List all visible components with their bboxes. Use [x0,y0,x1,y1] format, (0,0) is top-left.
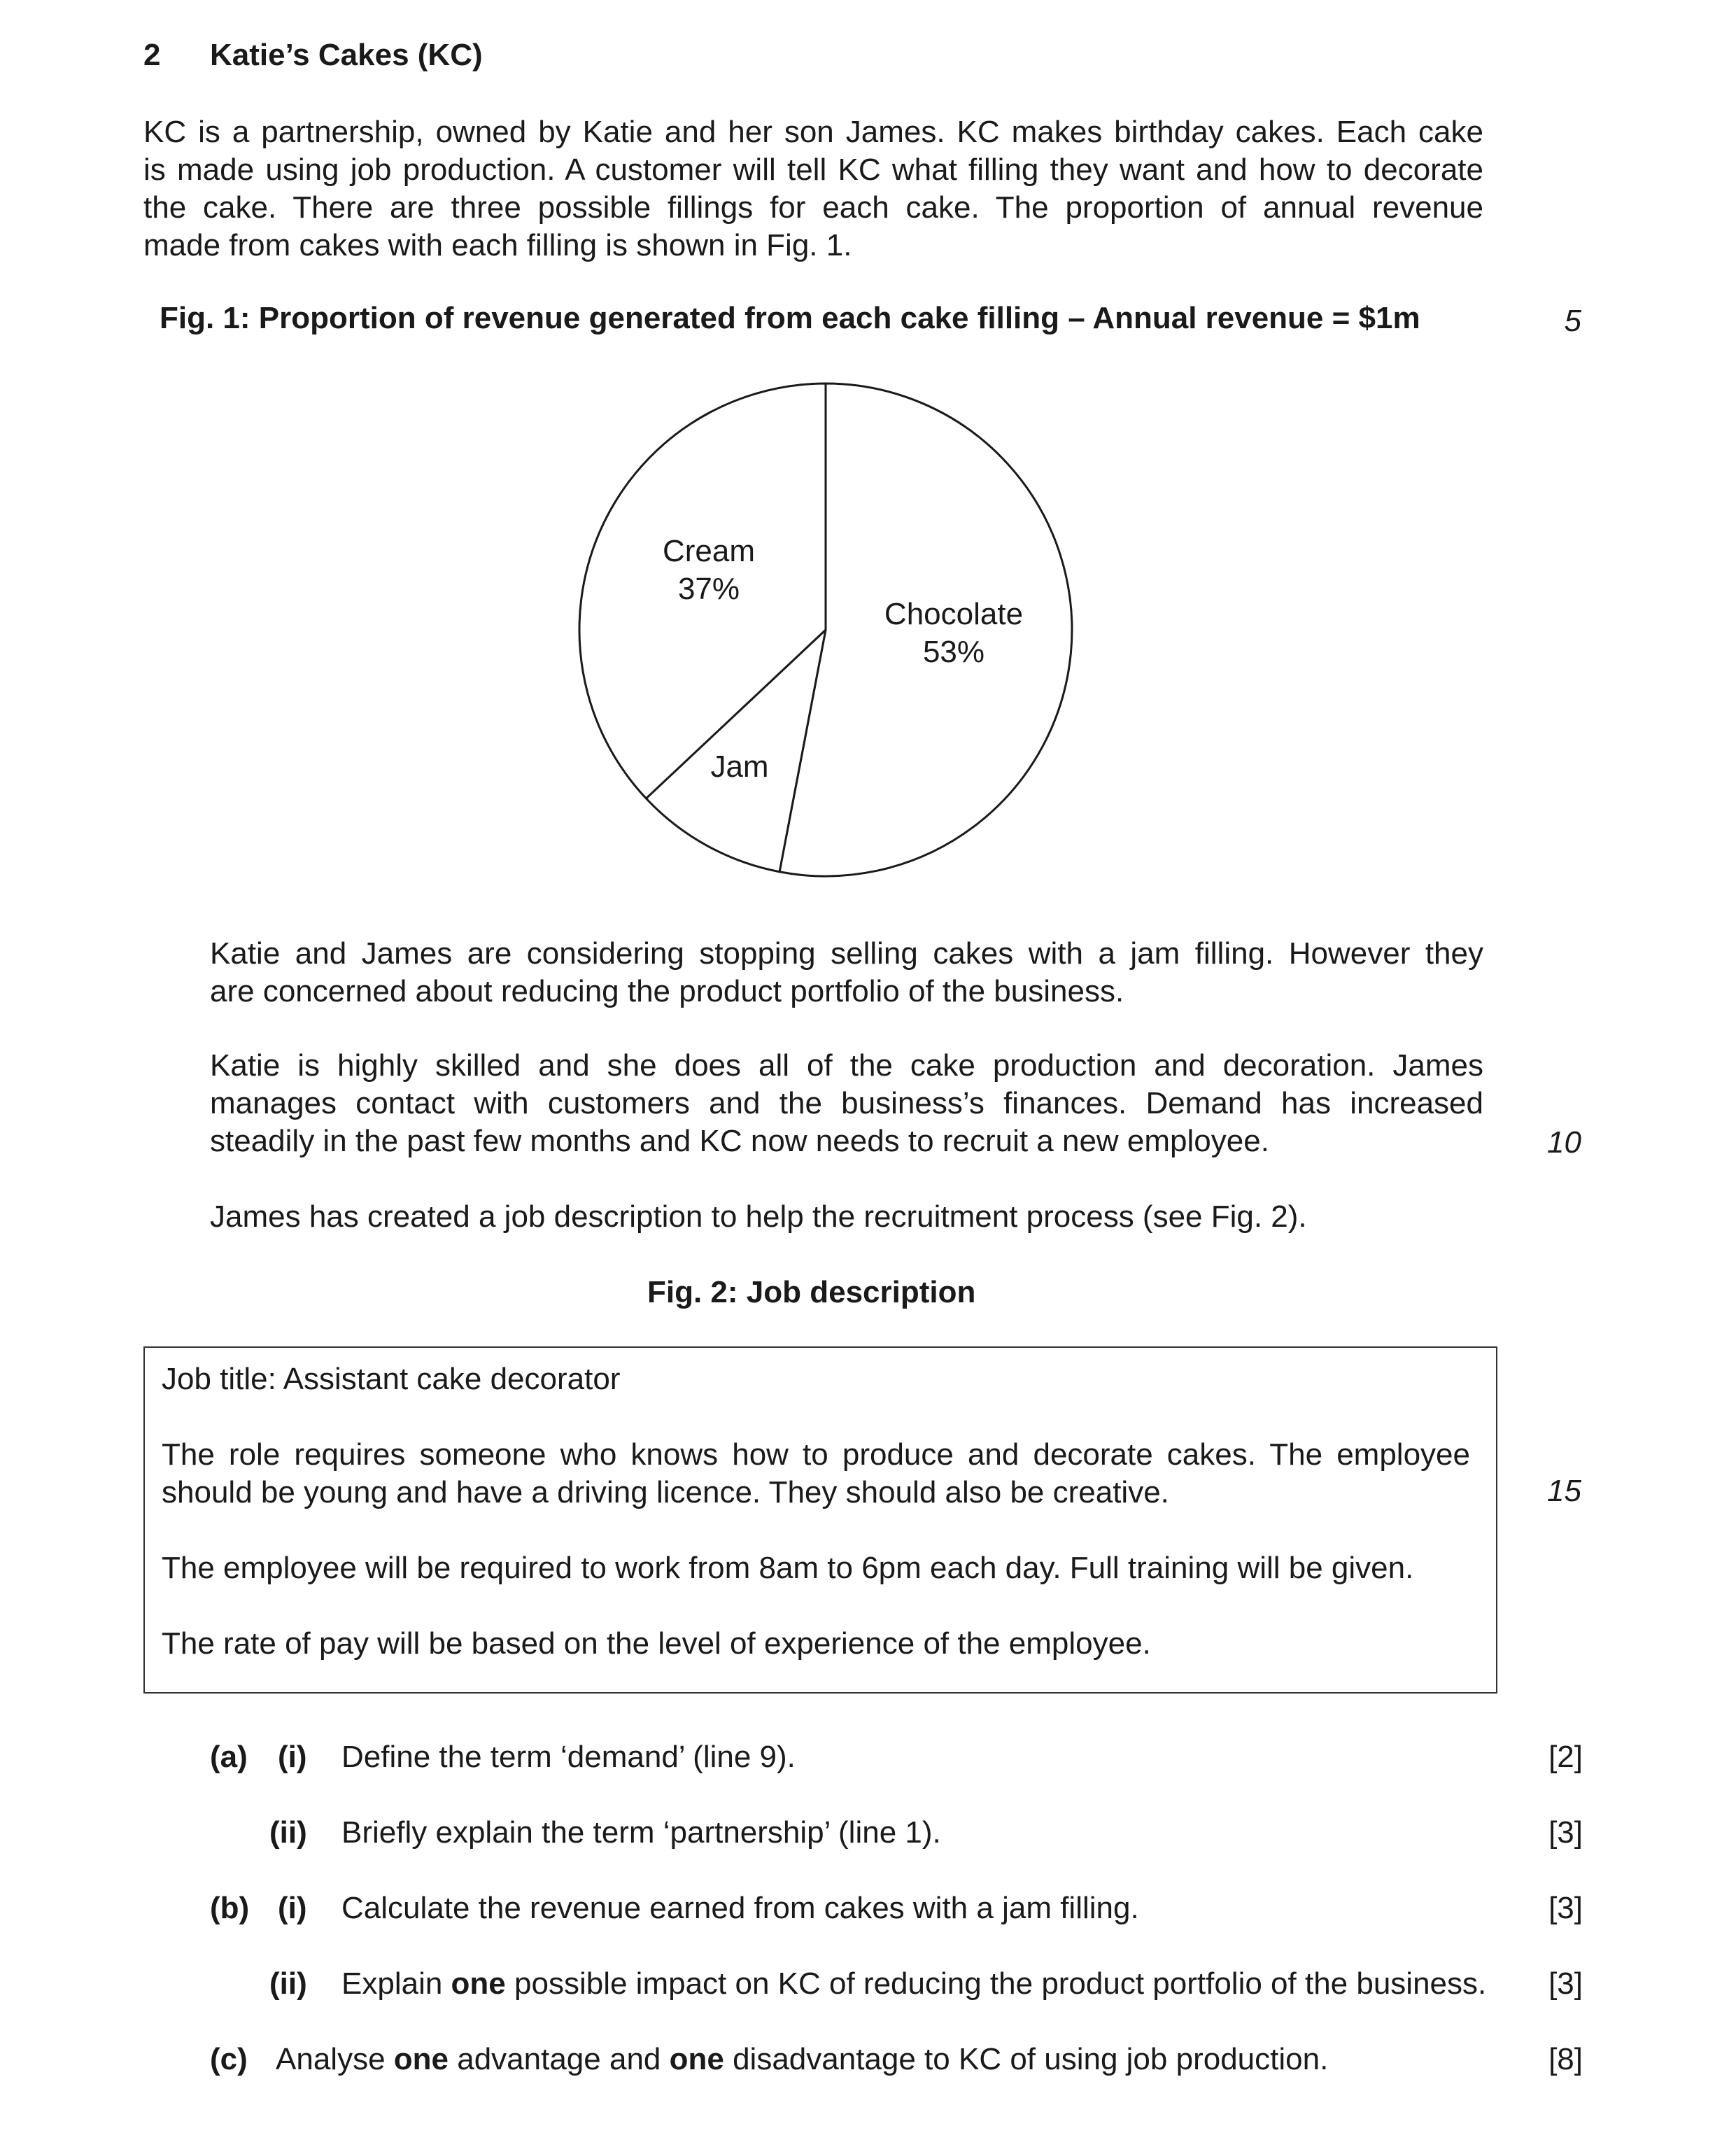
job-hours: The employee will be required to work from 8am to 6pm each day. Full training will be given. [162,1551,1414,1585]
line-number: 5 [1564,304,1581,338]
question-label: (b) [210,1891,250,1925]
intro-paragraph [143,113,1483,265]
question-number: 2 [143,38,161,72]
line-number: 15 [1547,1474,1581,1508]
para3-line: manages contact with customers and the business’s finances. Demand has increased [210,1086,1483,1120]
question-text: Calculate the revenue earned from cakes with a jam filling. [341,1891,1139,1925]
question-text-part: Analyse [276,2042,394,2076]
emphasis: one [393,2042,449,2076]
mark-allocation: [3] [1548,1815,1583,1850]
question-label: (a) [210,1740,248,1774]
job-role [162,1436,1470,1512]
slice-label-cream: Cream [662,534,756,568]
job-pay: The rate of pay will be based on the level of experience of the employee. [162,1626,1151,1661]
line-number-10-wrap [1525,1124,1581,1162]
paragraph-job-description-intro: James has created a job description to help the recruitment process (see Fig. 2). [210,1199,1307,1234]
question-text-part: advantage and [449,2042,670,2076]
question-text-part: disadvantage to KC of using job production. [724,2042,1329,2076]
question-c [0,2041,1583,2078]
intro-line: the cake. There are three possible fillings for each cake. The proportion of annual revenue [143,190,1483,225]
para2-line: are concerned about reducing the product portfolio of the business. [210,974,1124,1008]
emphasis: one [451,1966,506,2001]
intro-line: is made using job production. A customer will tell KC what filling they want and how to decorate [143,153,1483,187]
slice-value-cream: 37% [677,572,740,606]
mark-allocation: [2] [1548,1740,1583,1774]
question-text-part: Explain [341,1966,451,2001]
emphasis: one [669,2042,724,2076]
line-number: 10 [1547,1125,1581,1160]
slice-value-chocolate: 53% [922,635,985,669]
question-title: Katie’s Cakes (KC) [210,38,483,72]
question-b-ii [0,1965,1583,2003]
intro-line: KC is a partnership, owned by Katie and her son James. KC makes birthday cakes. Each cake [143,115,1483,149]
pie-chart [574,378,1078,882]
question-b-i [0,1889,1583,1927]
subquestion-label: (ii) [269,1966,307,2001]
fig1-caption: Fig. 1: Proportion of revenue generated from each cake filling – Annual revenue = $1m [160,301,1420,335]
question-text [341,1965,1486,2003]
paragraph-jam-concern [210,935,1483,1011]
question-a-i [0,1738,1583,1776]
question-text: Define the term ‘demand’ (line 9). [341,1740,796,1774]
line-number-5-wrap [1539,302,1581,340]
job-description-box [143,1346,1497,1694]
job-role-line: The role requires someone who knows how to produce and decorate cakes. The employee [162,1437,1470,1472]
mark-allocation: [8] [1548,2042,1583,2076]
subquestion-label: (i) [278,1740,307,1774]
subquestion-label: (ii) [269,1815,307,1850]
question-text [276,2041,1328,2078]
intro-line: made from cakes with each filling is shown in Fig. 1. [143,228,852,262]
job-title: Job title: Assistant cake decorator [162,1362,621,1396]
fig2-caption: Fig. 2: Job description [647,1275,976,1309]
para3-line: steadily in the past few months and KC now needs to recruit a new employee. [210,1124,1269,1158]
question-a-ii [0,1814,1583,1852]
mark-allocation: [3] [1548,1966,1583,2001]
subquestion-label: (i) [278,1891,307,1925]
question-label: (c) [210,2042,248,2076]
job-role-line: should be young and have a driving licence. They should also be creative. [162,1475,1169,1509]
para3-line: Katie is highly skilled and she does all of the cake production and decoration. James [210,1048,1483,1083]
para2-line: Katie and James are considering stopping selling cakes with a jam filling. However they [210,936,1483,971]
question-text-part: possible impact on KC of reducing the product portfolio of the business. [505,1966,1487,2001]
line-number-15-wrap [1525,1472,1581,1510]
paragraph-katie-james [210,1047,1483,1160]
slice-label-jam: Jam [710,749,769,784]
question-text: Briefly explain the term ‘partnership’ (line 1). [341,1815,941,1850]
mark-allocation: [3] [1548,1891,1583,1925]
slice-label-chocolate: Chocolate [884,597,1024,631]
